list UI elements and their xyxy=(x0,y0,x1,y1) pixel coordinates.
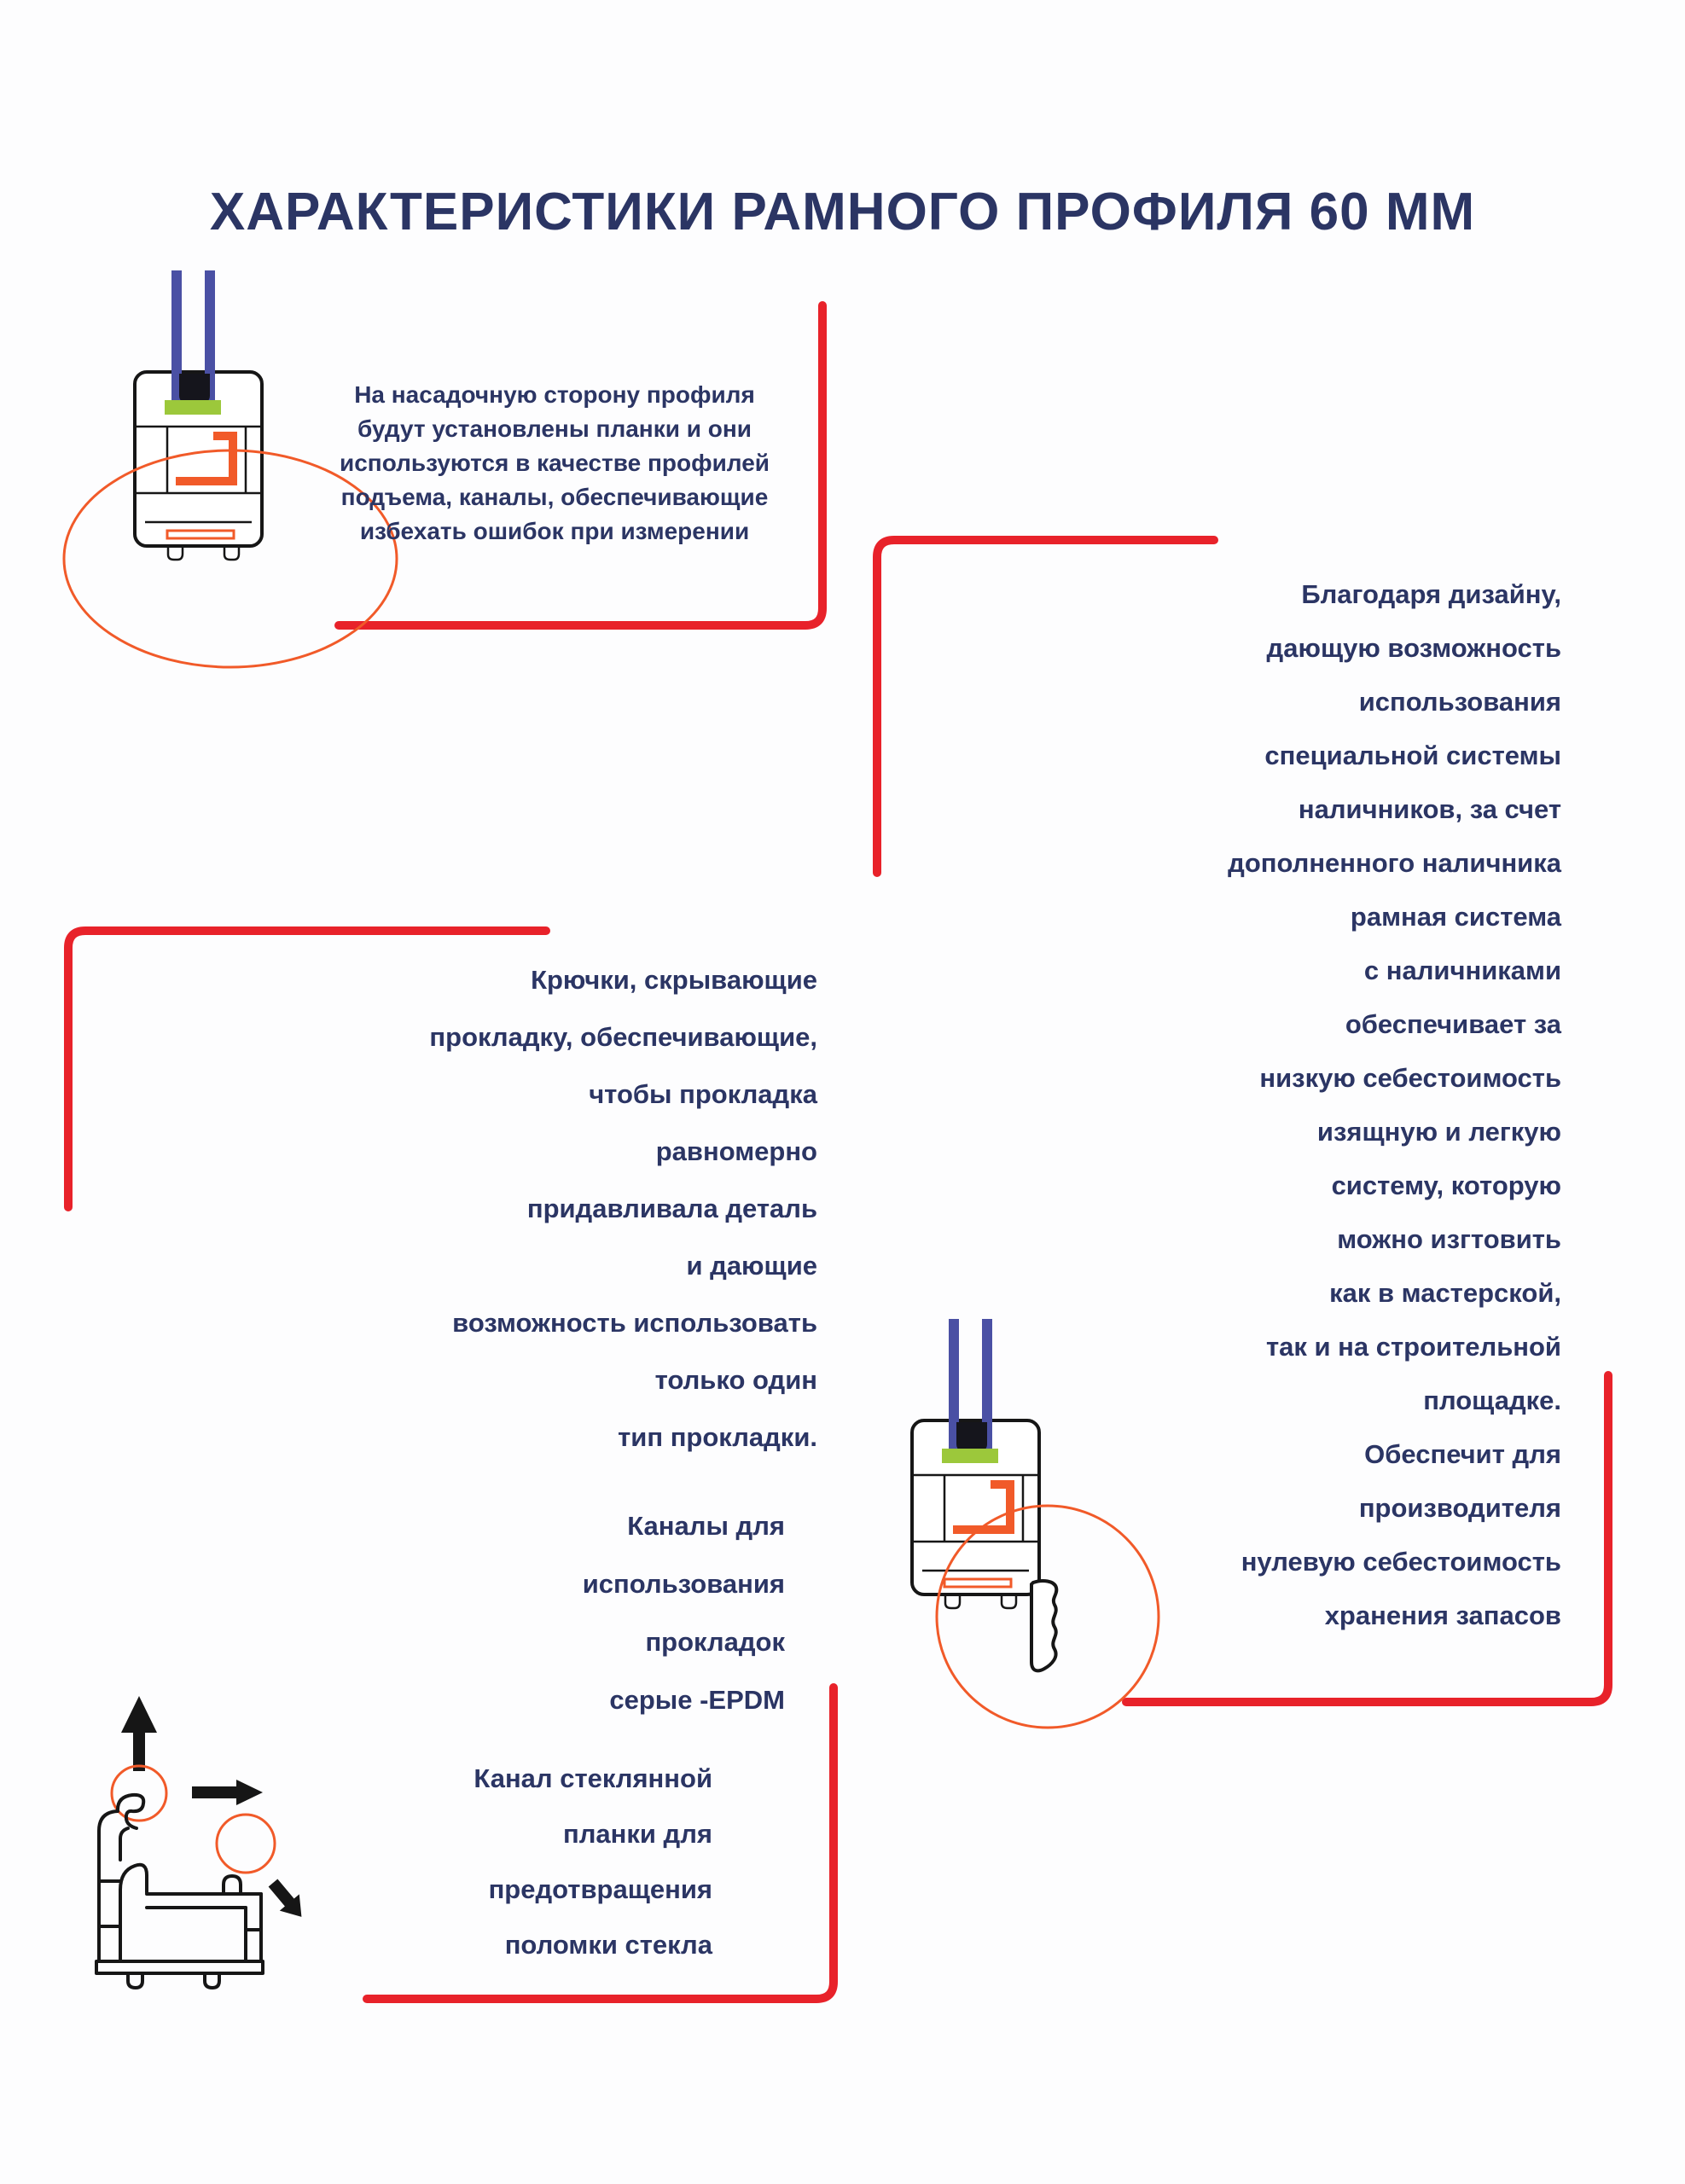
note-line: нулевую себестоимость xyxy=(1241,1547,1561,1577)
note-line: прокладку, обеспечивающие, xyxy=(429,1022,817,1052)
note-line: подъема, каналы, обеспечивающие xyxy=(340,484,769,510)
note-line: поломки стекла xyxy=(504,1930,712,1960)
note-design-benefits xyxy=(913,567,1561,1642)
note-line: Крючки, скрывающие xyxy=(531,965,817,995)
note-line: так и на строительной xyxy=(1265,1332,1561,1362)
note-line: чтобы прокладка xyxy=(589,1079,817,1109)
note-line: дополненного наличника xyxy=(1228,848,1561,878)
note-line: как в мастерской, xyxy=(1329,1278,1561,1308)
note-line: можно изгтовить xyxy=(1337,1224,1561,1254)
note-line: наличников, за счет xyxy=(1298,794,1561,824)
note-line: рамная система xyxy=(1350,902,1561,932)
note-line: производителя xyxy=(1358,1493,1561,1523)
note-line: серые -EPDM xyxy=(609,1685,785,1715)
arrow-up xyxy=(121,1696,157,1771)
note-line: и дающие xyxy=(686,1251,817,1281)
note-gasket-hooks xyxy=(263,951,817,1466)
note-epdm-channels xyxy=(341,1497,785,1729)
note-mounting-side xyxy=(316,378,793,549)
note-line: равномерно xyxy=(655,1136,817,1166)
note-glass-bead-channel xyxy=(269,1751,712,1972)
note-line: Благодаря дизайну, xyxy=(1301,579,1561,609)
setting-block xyxy=(165,400,221,415)
note-line: тип прокладки. xyxy=(618,1422,817,1452)
page-title: ХАРАКТЕРИСТИКИ РАМНОГО ПРОФИЛЯ 60 ММ xyxy=(209,183,1476,241)
arrow-right xyxy=(192,1780,263,1805)
note-line: площадке. xyxy=(1423,1385,1561,1415)
note-line: использования xyxy=(582,1569,785,1599)
note-line: На насадочную сторону профиля xyxy=(354,381,755,408)
note-line: Канал стеклянной xyxy=(474,1763,712,1793)
note-line: низкую себестоимость xyxy=(1259,1063,1561,1093)
note-line: дающую возможность xyxy=(1266,633,1561,663)
lower-channel-highlight xyxy=(167,531,234,538)
note-line: только один xyxy=(654,1365,817,1395)
highlight-circle-hook-mid xyxy=(217,1815,275,1873)
note-line: придавливала деталь xyxy=(526,1194,817,1223)
note-line: с наличниками xyxy=(1363,956,1561,985)
note-line: систему, которую xyxy=(1331,1170,1561,1200)
note-line: хранения запасов xyxy=(1324,1600,1561,1630)
note-line: предотвращения xyxy=(488,1874,712,1904)
note-line: планки для xyxy=(562,1819,712,1849)
note-line: избехать ошибок при измерении xyxy=(359,518,750,544)
note-line: использования xyxy=(1358,687,1561,717)
note-line: изящную и легкую xyxy=(1316,1117,1561,1147)
highlight-circle-hook-top xyxy=(112,1766,166,1821)
note-line: прокладок xyxy=(645,1627,785,1657)
gasket-seat xyxy=(179,374,210,404)
note-line: будут установлены планки и они xyxy=(357,415,752,442)
note-line: возможность использовать xyxy=(452,1308,817,1338)
note-line: Каналы для xyxy=(627,1511,785,1541)
note-line: специальной системы xyxy=(1264,741,1561,770)
note-line: обеспечивает за xyxy=(1345,1009,1561,1039)
note-line: используются в качестве профилей xyxy=(340,450,770,476)
note-line: Обеспечит для xyxy=(1364,1439,1561,1469)
frame-profile-cross-section xyxy=(135,270,262,560)
